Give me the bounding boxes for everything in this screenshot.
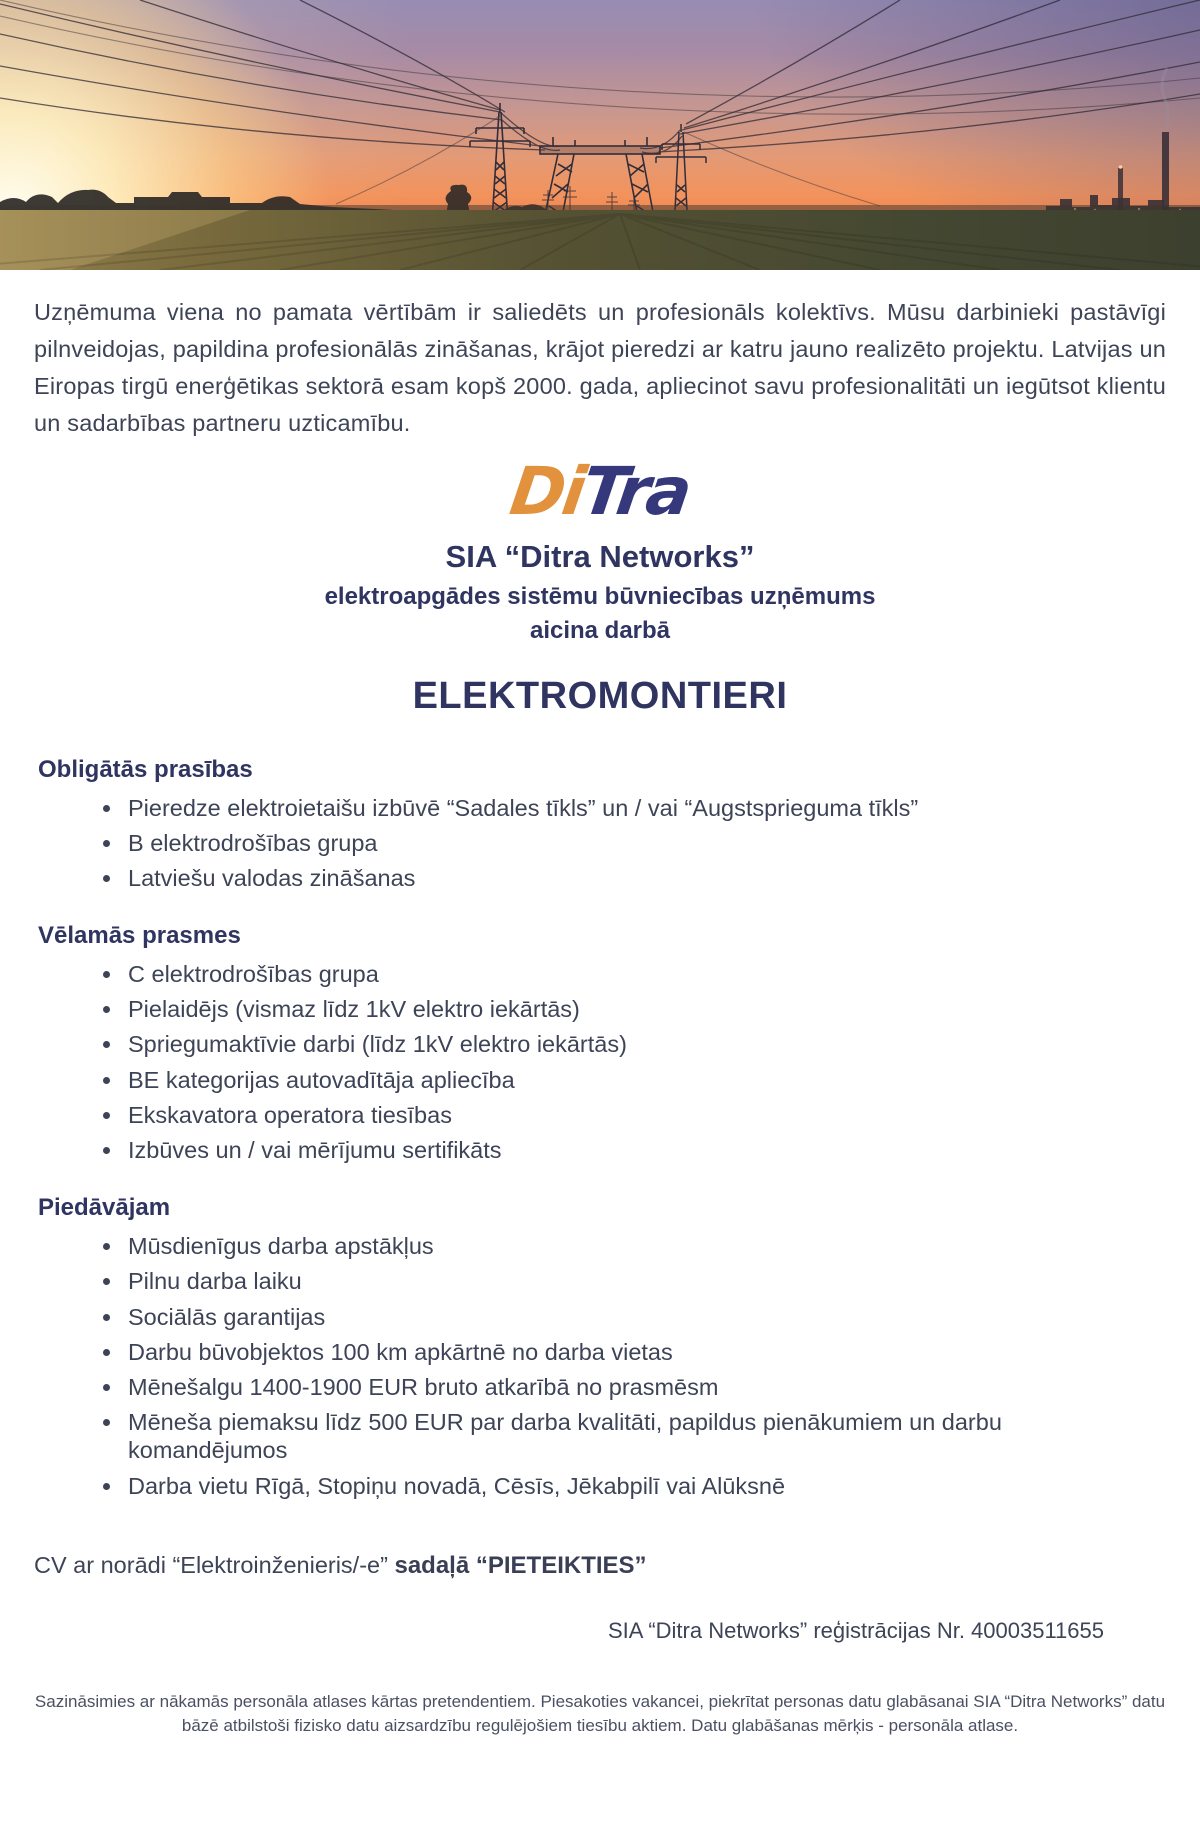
pylon-left (470, 103, 530, 222)
company-logo (34, 452, 1166, 530)
section-desired (34, 922, 1166, 1164)
list-item: • Pilnu darba laiku (124, 1267, 1166, 1295)
list-item: • B elektrodrošības grupa (124, 829, 1166, 857)
content-area (0, 294, 1200, 1829)
company-name-heading: SIA “Ditra Networks” (445, 538, 755, 574)
section-title: Obligātās prasības (38, 755, 253, 783)
skills-list (34, 960, 1166, 1164)
apply-instruction (34, 1552, 1166, 1580)
list-item: • Darbu būvobjektos 100 km apkārtnē no darba vietas (124, 1338, 1166, 1366)
list-item: • Izbūves un / vai mērījumu sertifikāts (124, 1136, 1166, 1164)
list-item: • C elektrodrošības grupa (124, 960, 1166, 988)
list-item: • Ekskavatora operatora tiesības (124, 1101, 1166, 1129)
list-item: • Darba vietu Rīgā, Stopiņu novadā, Cēsīs, Jēkabpilī vai Alūksnē (124, 1472, 1166, 1500)
far-wires (0, 0, 1200, 206)
list-item: • Mēneša piemaksu līdz 500 EUR par darba kvalitāti, papildus pienākumiem un darbu komandējumos (124, 1408, 1166, 1464)
section-required (34, 756, 1166, 893)
powerlines-illustration (0, 0, 1200, 270)
bottom-whitespace (34, 1739, 1166, 1829)
list-item: • Spriegumaktīvie darbi (līdz 1kV elektro iekārtās) (124, 1030, 1166, 1058)
registration-number: SIA “Ditra Networks” reģistrācijas Nr. 40003511655 (607, 1617, 1104, 1643)
list-item: • Mūsdienīgus darba apstākļus (124, 1232, 1166, 1260)
offer-list (34, 1232, 1166, 1500)
list-item: • Pielaidējs (vismaz līdz 1kV elektro iekārtās) (124, 995, 1166, 1023)
position-title: ELEKTROMONTIERI (412, 674, 788, 717)
section-offer (34, 1194, 1166, 1500)
privacy-note: Sazināsimies ar nākamās personāla atlases kārtas pretendentiem. Piesakoties vakancei, piekrītat personas datu glabāsanai SIA “Ditra Networks” datu bāzē atbilstoši fizisko datu aizsardzību regulējošiem tiesību aktiem. Datu glabāšanas mērķis - personāla atlase. (34, 1691, 1166, 1736)
power-wires (0, 0, 1200, 153)
logo-part-navy: Tra (577, 452, 695, 530)
list-item: • Latviešu valodas zināšanas (124, 864, 1166, 892)
invite-text: aicina darbā (529, 616, 671, 644)
hero-image (0, 0, 1200, 270)
apply-instruction-bold: sadaļā “PIETEIKTIES” (394, 1551, 647, 1579)
section-title: Piedāvājam (38, 1194, 171, 1222)
list-item: • Mēnešalgu 1400-1900 EUR bruto atkarībā no prasmēsm (124, 1373, 1166, 1401)
requirements-list (34, 794, 1166, 893)
ditra-logo-text (506, 452, 695, 530)
apply-instruction-prefix: CV ar norādi “Elektroinženieris/-e” (34, 1551, 395, 1578)
factory-silhouette (1046, 68, 1200, 214)
list-item: • Pieredze elektroietaišu izbūvē “Sadales tīkls” un / vai “Augstsprieguma tīkls” (124, 794, 1166, 822)
list-item: • Sociālās garantijas (124, 1303, 1166, 1331)
logo-part-orange: Di (506, 452, 589, 530)
company-subtitle: elektroapgādes sistēmu būvniecības uzņēmums (324, 582, 876, 610)
intro-paragraph: Uzņēmuma viena no pamata vērtībām ir saliedēts un profesionāls kolektīvs. Mūsu darbinieki pastāvīgi pilnveidojas, papildina profesionālās zināšanas, krājot pieredzi ar katru jauno realizēto projektu. Latvijas un Eiropas tirgū enerģētikas sektorā esam kopš 2000. gada, apliecinot savu profesionalitāti un iegūtsot klientu un sadarbības partneru uzticamību. (34, 299, 1166, 437)
section-title: Vēlamās prasmes (38, 922, 241, 950)
list-item: • BE kategorijas autovadītāja apliecība (124, 1066, 1166, 1094)
